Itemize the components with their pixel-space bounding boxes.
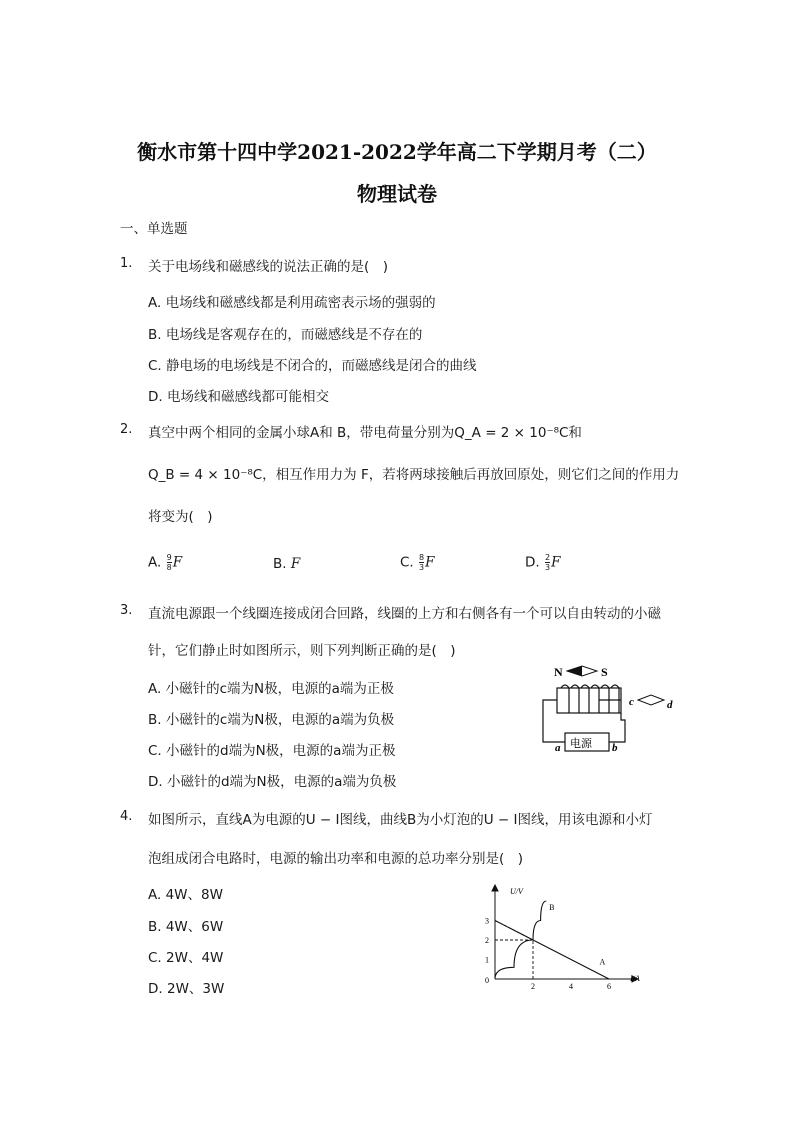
q2-line1: 真空中两个相同的金属小球A和 B，带电荷量分别为Q_A = 2 × 10⁻⁸C和 <box>148 425 582 441</box>
series-a-label: A <box>599 957 606 967</box>
q3-fig-b-label: b <box>612 742 618 754</box>
section-heading: 一、单选题 <box>120 221 188 237</box>
q2-option-a-fraction <box>167 553 172 572</box>
q2-option-a-den: 8 <box>166 563 172 572</box>
q1-option-b: B. 电场线是客观存在的，而磁感线是不存在的 <box>148 327 423 343</box>
left-wire <box>543 700 565 742</box>
q4-option-a: A. 4W、8W <box>148 887 223 903</box>
y-tick-label: 2 <box>485 936 489 945</box>
q1-option-d: D. 电场线和磁感线都可能相交 <box>148 389 329 405</box>
x-tick-label: 6 <box>607 982 611 991</box>
q2-option-c-label: C. <box>400 554 414 571</box>
q1-option-c: C. 静电场的电场线是不闭合的，而磁感线是闭合的曲线 <box>148 358 477 374</box>
q4-line2: 泡组成闭合电路时，电源的输出功率和电源的总功率分别是( ) <box>148 851 524 867</box>
q1-stem: 关于电场线和磁感线的说法正确的是( ) <box>148 259 389 275</box>
top-compass-dark-half <box>567 666 582 676</box>
q2-option-d-var: F <box>551 554 561 571</box>
q2-option-a-var: F <box>172 554 183 571</box>
q4-ui-chart <box>480 882 655 994</box>
q2-option-b-var: F <box>290 556 301 572</box>
q2-option-c-den: 3 <box>419 563 425 572</box>
q3-line2: 针，它们静止时如图所示，则下列判断正确的是( ) <box>148 643 456 659</box>
q3-fig-a-label: a <box>555 742 561 754</box>
q2-option-c-num: 8 <box>419 553 425 562</box>
q2-option-a <box>148 553 182 572</box>
x-tick-label: 2 <box>531 982 535 991</box>
y-tick-label: 3 <box>485 916 489 926</box>
q2-number: 2. <box>120 422 133 437</box>
q2-line2: Q_B = 4 × 10⁻⁸C，相互作用力为 F，若将两球接触后再放回原处，则它们之间的作用力 <box>148 467 680 483</box>
q3-fig-n-label: N <box>554 665 563 679</box>
q2-option-b <box>273 556 300 572</box>
q2-option-c-var: F <box>425 554 435 571</box>
q2-option-d-den: 3 <box>544 563 551 572</box>
q4-number: 4. <box>120 809 133 824</box>
q2-option-b-label: B. <box>273 556 287 572</box>
q2-option-d-num: 2 <box>544 553 551 562</box>
q3-coil-figure <box>535 660 685 760</box>
q2-option-a-label: A. <box>148 554 162 571</box>
coil-windings <box>561 685 619 713</box>
q2-option-c <box>400 553 434 572</box>
page-title: 衡水市第十四中学2021-2022学年高二下学期月考（二） <box>137 140 657 164</box>
origin-label: 0 <box>485 976 489 985</box>
x-tick-label: 4 <box>569 982 573 991</box>
q3-fig-s-label: S <box>601 665 608 679</box>
y-axis-label: U/V <box>510 887 523 896</box>
q3-option-d: D. 小磁针的d端为N极，电源的a端为负极 <box>148 774 397 790</box>
q1-number: 1. <box>120 256 133 271</box>
series-line-a <box>495 921 609 980</box>
q3-option-a: A. 小磁针的c端为N极，电源的a端为正极 <box>148 681 394 697</box>
q4-option-b: B. 4W、6W <box>148 919 224 935</box>
y-tick-labels <box>485 917 489 965</box>
q3-fig-source-label: 电源 <box>570 738 592 750</box>
q1-option-a: A. 电场线和磁感线都是利用疏密表示场的强弱的 <box>148 295 436 311</box>
q2-option-d-label: D. <box>525 554 540 571</box>
q2-option-a-num: 9 <box>166 553 172 562</box>
q3-option-c: C. 小磁针的d端为N极，电源的a端为正极 <box>148 743 396 759</box>
q4-option-d: D. 2W、3W <box>148 981 225 997</box>
series-b-label: B <box>549 902 555 912</box>
x-axis-label: I/A <box>630 974 640 983</box>
q3-line1: 直流电源跟一个线圈连接成闭合回路，线圈的上方和右侧各有一个可以自由转动的小磁 <box>148 606 661 622</box>
q2-option-d-fraction <box>545 553 550 572</box>
q3-number: 3. <box>120 603 133 618</box>
q4-option-c: C. 2W、4W <box>148 950 224 966</box>
q3-fig-d-label: d <box>667 699 673 711</box>
right-compass-needle <box>638 695 664 705</box>
q3-fig-c-label: c <box>629 696 634 708</box>
y-tick-label: 1 <box>485 955 489 965</box>
q4-line1: 如图所示，直线A为电源的U − I图线，曲线B为小灯泡的U − I图线，用该电源和小灯 <box>148 812 653 828</box>
q3-option-b: B. 小磁针的c端为N极，电源的a端为负极 <box>148 712 395 728</box>
x-tick-labels <box>531 982 611 991</box>
q2-option-c-fraction <box>419 553 424 572</box>
q2-option-d <box>525 553 560 572</box>
page-subtitle: 物理试卷 <box>357 182 437 206</box>
q2-line3: 将变为( ) <box>148 509 213 525</box>
